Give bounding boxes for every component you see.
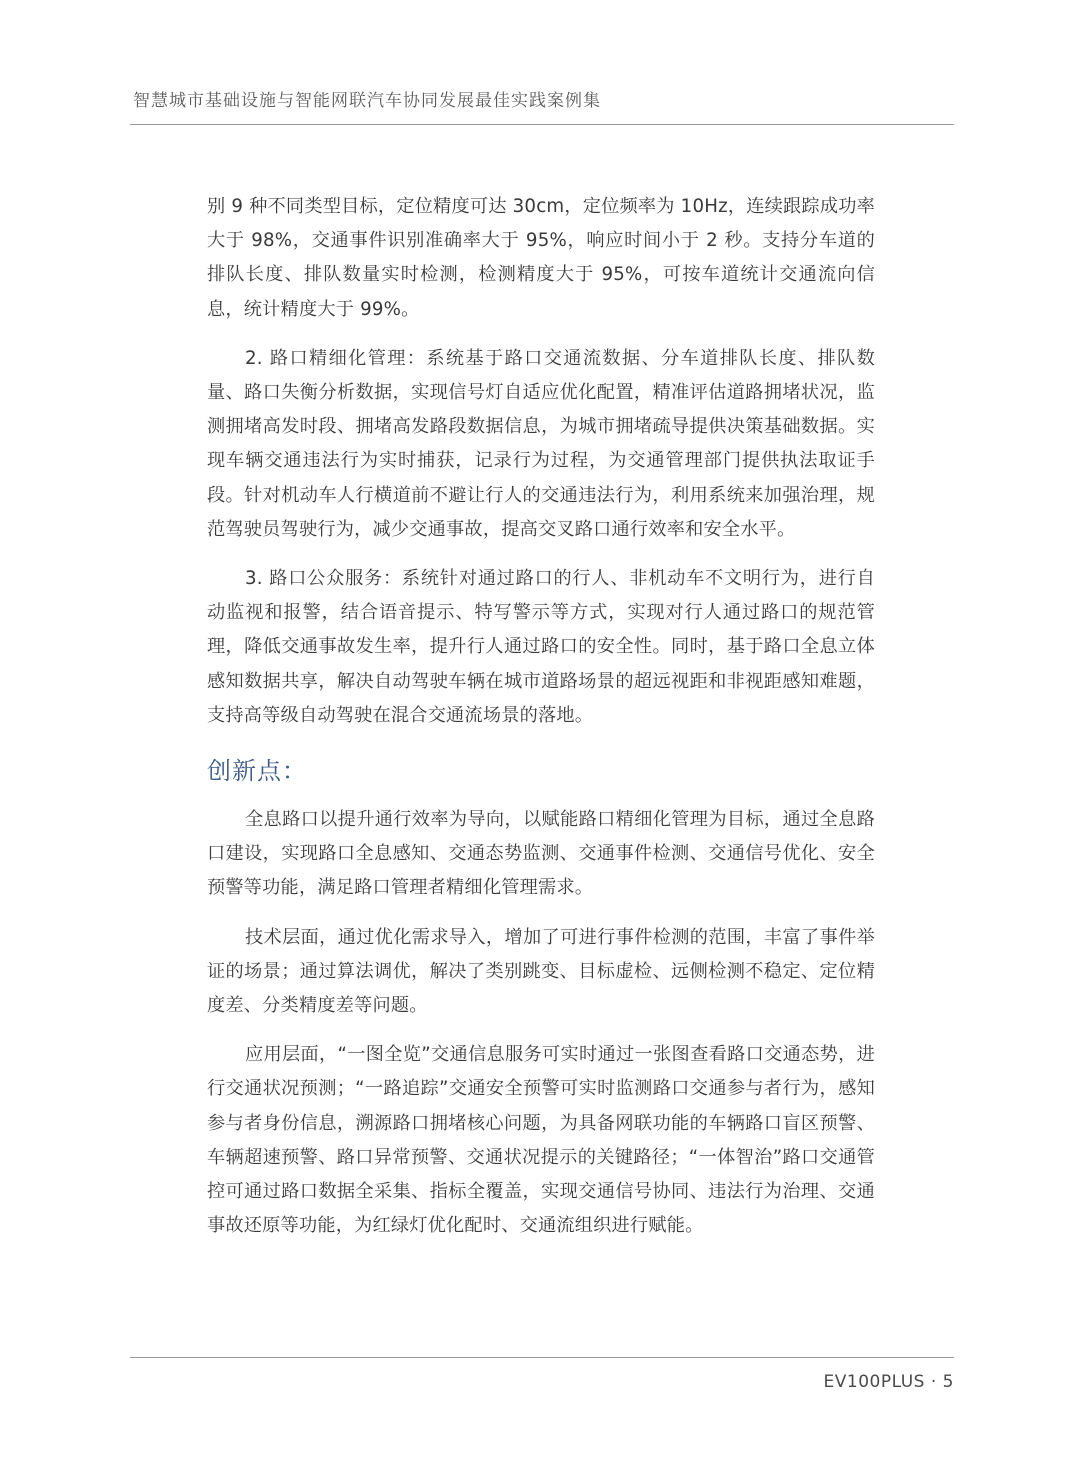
- paragraph-intersection-management: 2. 路口精细化管理：系统基于路口交通流数据、分车道排队长度、排队数量、路口失衡分析数据，实现信号灯自适应优化配置，精准评估道路拥堵状况，监测拥堵高发时段、拥堵高发路段数据信息，为城市拥堵疏导提供决策基础数据。实现车辆交通违法行为实时捕获，记录行为过程，为交通管理部门提供执法取证手段。针对机动车人行横道前不避让行人的交通违法行为，利用系统来加强治理，规范驾驶员驾驶行为，减少交通事故，提高交叉路口通行效率和安全水平。: [207, 347, 875, 540]
- paragraph-technical-level: 技术层面，通过优化需求导入，增加了可进行事件检测的范围，丰富了事件举证的场景；通过算法调优，解决了类别跳变、目标虚检、远侧检测不稳定、定位精度差、分类精度差等问题。: [207, 926, 875, 1017]
- section-title-innovation: 创新点：: [207, 757, 307, 786]
- paragraph-gap: [207, 327, 875, 342]
- footer-divider: [130, 1357, 954, 1358]
- running-header: 智慧城市基础设施与智能网联汽车协同发展最佳实践案例集: [133, 91, 601, 111]
- page-body: [207, 190, 875, 1243]
- header-divider: [130, 124, 954, 125]
- paragraph-detection-specs: 别 9 种不同类型目标，定位精度可达 30cm，定位频率为 10Hz，连续跟踪成功率大于 98%，交通事件识别准确率大于 95%，响应时间小于 2 秒。支持分车道的排队长度、排队数量实时检测，检测精度大于 95%，可按车道统计交通流向信息，统计精度大于 99%。: [207, 196, 875, 320]
- paragraph-gap: [207, 1023, 875, 1038]
- paragraph-gap: [207, 547, 875, 562]
- paragraph-application-level: 应用层面，“一图全览”交通信息服务可实时通过一张图查看路口交通态势，进行交通状况预测；“一路追踪”交通安全预警可实时监测路口交通参与者行为，感知参与者身份信息，溯源路口拥堵核心问题，为具备网联功能的车辆路口盲区预警、车辆超速预警、路口异常预警、交通状况提示的关键路径；“一体智治”路口交通管控可通过路口数据全采集、指标全覆盖，实现交通信号协同、违法行为治理、交通事故还原等功能，为红绿灯优化配时、交通流组织进行赋能。: [207, 1044, 875, 1237]
- paragraph-innovation-overview: 全息路口以提升通行效率为导向，以赋能路口精细化管理为目标，通过全息路口建设，实现路口全息感知、交通态势监测、交通事件检测、交通信号优化、安全预警等功能，满足路口管理者精细化管理需求。: [207, 809, 875, 899]
- paragraph-gap: [207, 906, 875, 921]
- page-number: EV100PLUS · 5: [823, 1372, 954, 1392]
- paragraph-public-service: 3. 路口公众服务：系统针对通过路口的行人、非机动车不文明行为，进行自动监视和报警，结合语音提示、特写警示等方式，实现对行人通过路口的规范管理，降低交通事故发生率，提升行人通过路口的安全性。同时，基于路口全息立体感知数据共享，解决自动驾驶车辆在城市道路场景的超远视距和非视距感知难题，支持高等级自动驾驶在混合交通流场景的落地。: [207, 568, 875, 726]
